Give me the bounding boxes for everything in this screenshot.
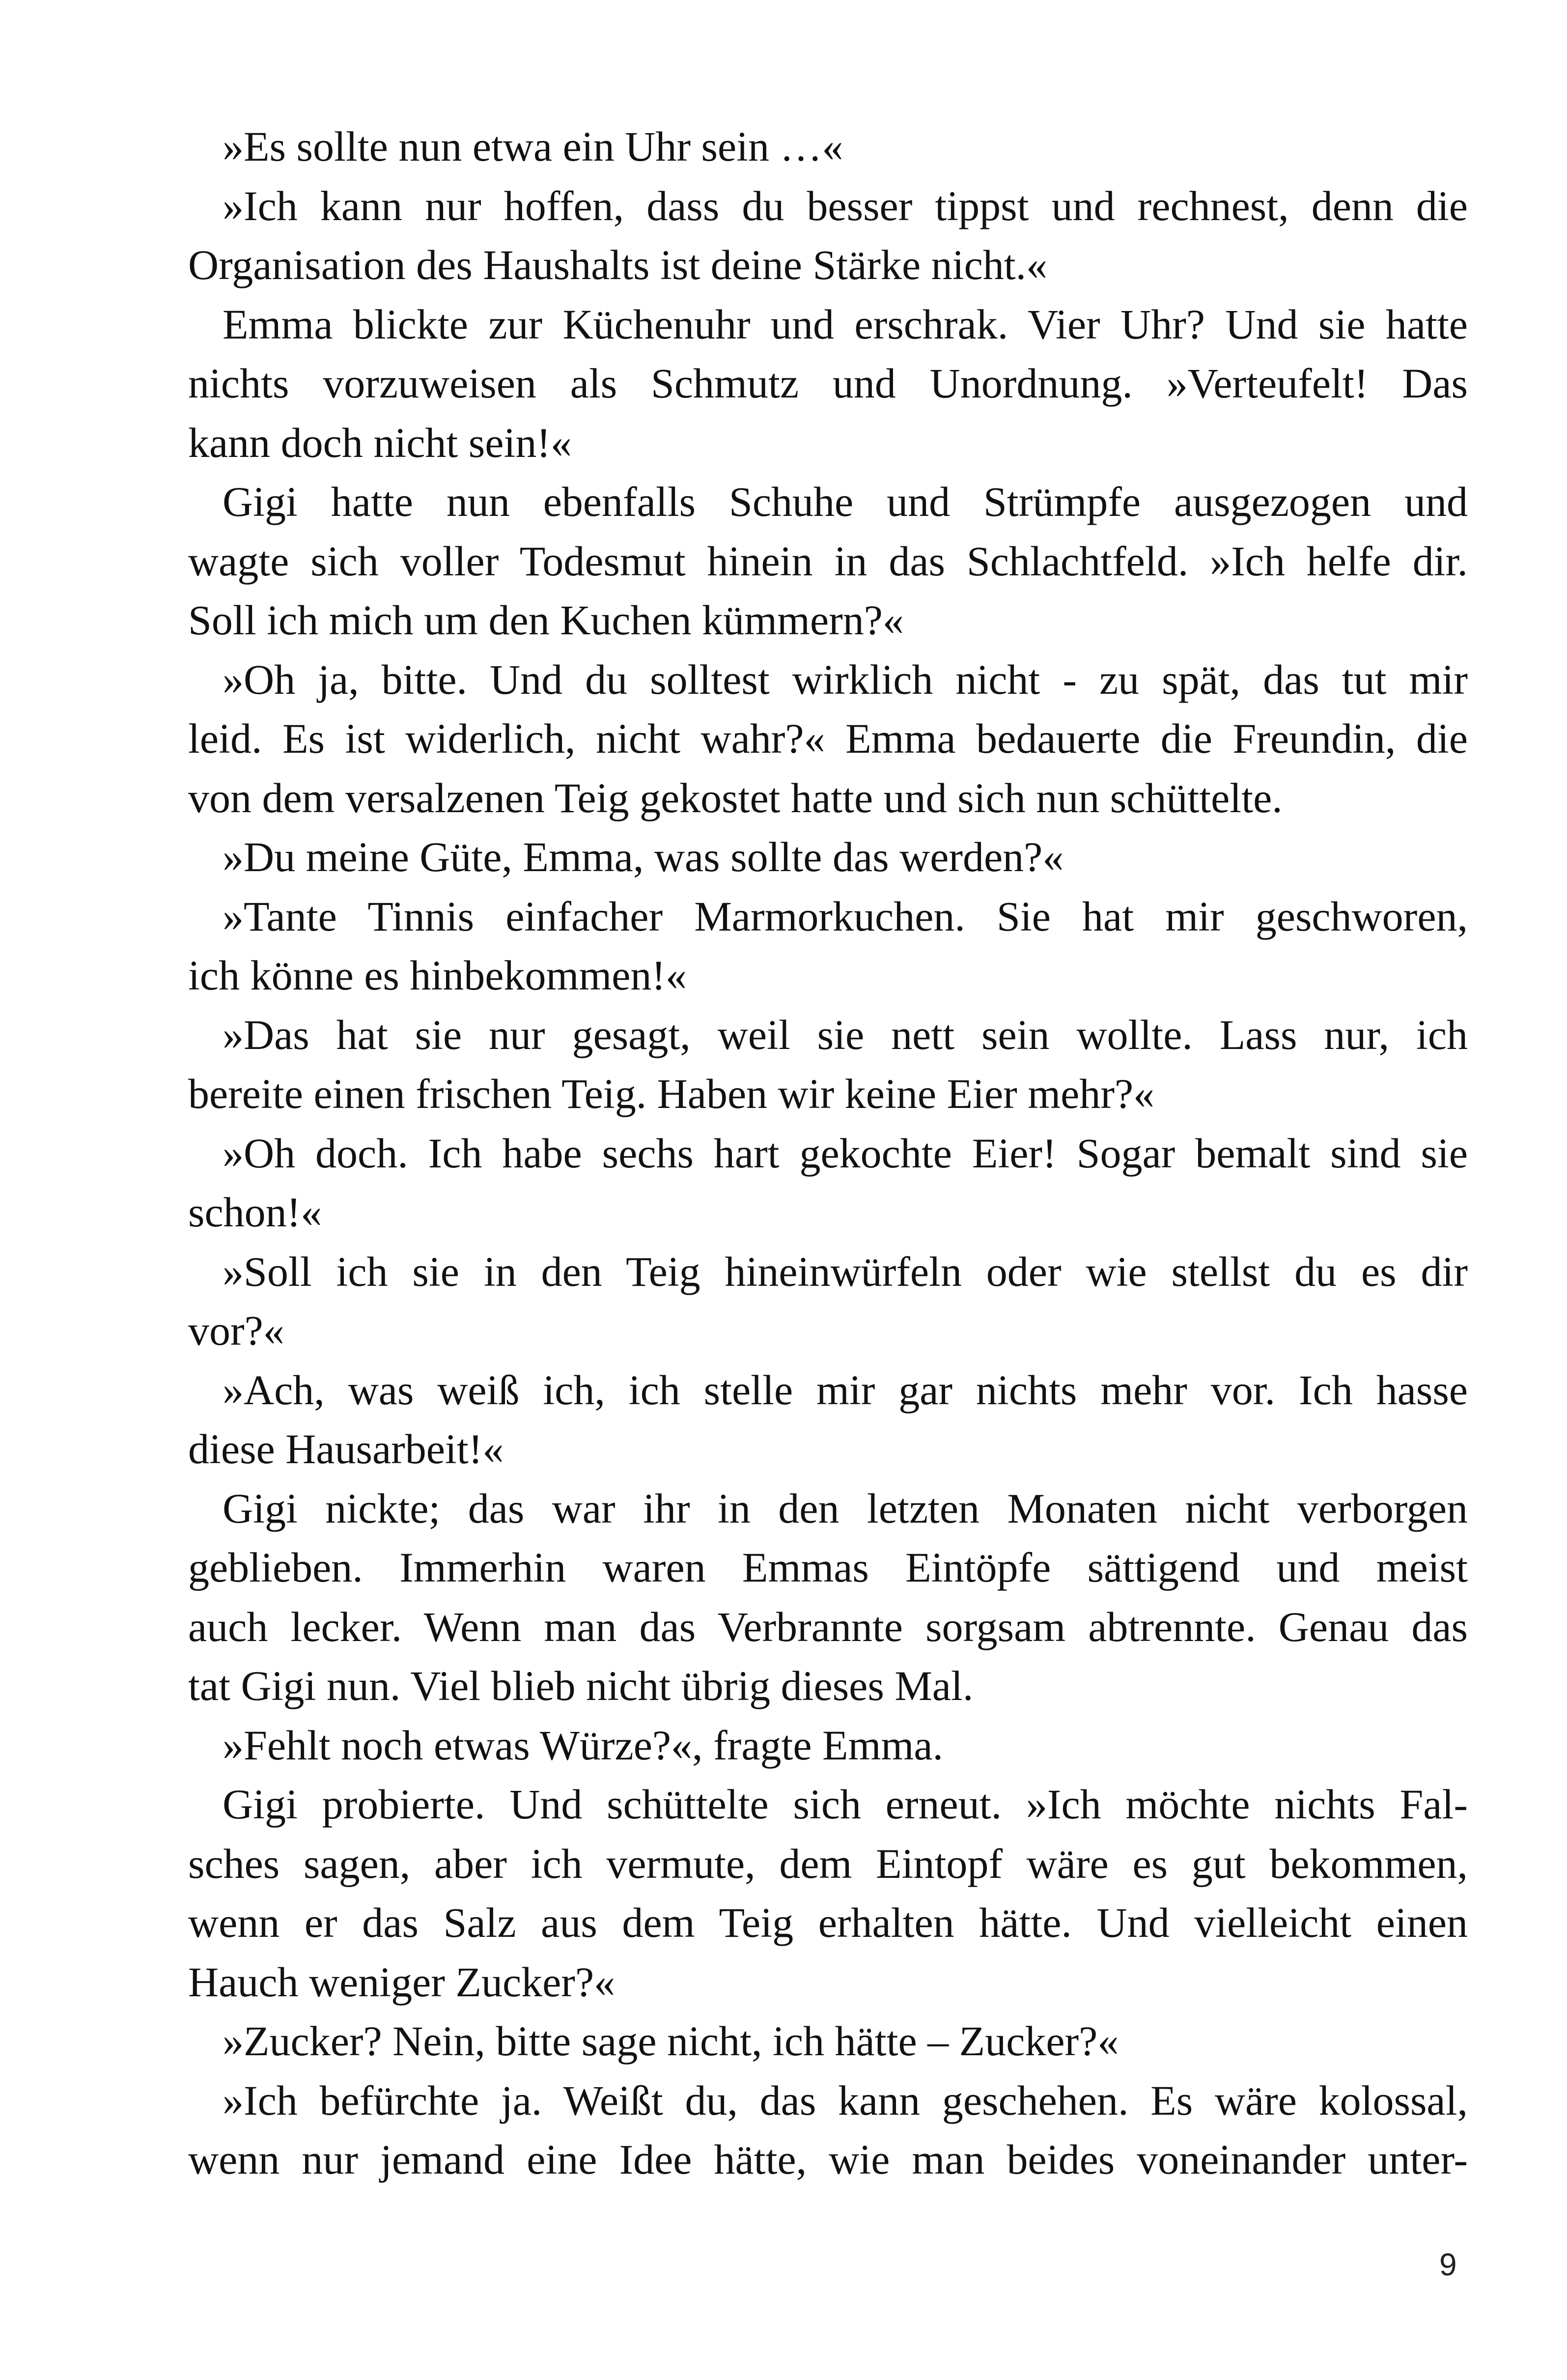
body-text [188, 117, 1468, 2189]
text-line: wagte sich voller Todesmut hinein in das Schlachtfeld. »Ich helfe dir. [188, 537, 1468, 585]
text-line: »Ich befürchte ja. Weißt du, das kann geschehen. Es wäre kolossal, [223, 2076, 1468, 2124]
text-line: Gigi nickte; das war ihr in den letzten Monaten nicht verborgen [223, 1484, 1468, 1532]
text-line: »Fehlt noch etwas Würze?«, fragte Emma. [223, 1721, 944, 1769]
text-line: Hauch weniger Zucker?« [188, 1958, 616, 2006]
text-line: auch lecker. Wenn man das Verbrannte sorgsam abtrennte. Genau das [188, 1603, 1468, 1650]
text-line: leid. Es ist widerlich, nicht wahr?« Emma bedauerte die Freundin, die [188, 715, 1468, 762]
text-line: tat Gigi nun. Viel blieb nicht übrig dieses Mal. [188, 1662, 974, 1709]
text-line: Emma blickte zur Küchenuhr und erschrak. Vier Uhr? Und sie hatte [223, 300, 1468, 348]
text-line: »Tante Tinnis einfacher Marmorkuchen. Sie hat mir geschworen, [223, 892, 1468, 940]
text-line: Gigi hatte nun ebenfalls Schuhe und Strümpfe ausgezogen und [223, 478, 1468, 525]
text-line: »Du meine Güte, Emma, was sollte das werden?« [223, 833, 1064, 880]
text-line: »Zucker? Nein, bitte sage nicht, ich hätte – Zucker?« [223, 2017, 1119, 2065]
text-line: wenn nur jemand eine Idee hätte, wie man beides voneinander unter- [188, 2136, 1468, 2183]
text-line: Soll ich mich um den Kuchen kümmern?« [188, 596, 904, 644]
text-line: sches sagen, aber ich vermute, dem Eintopf wäre es gut bekommen, [188, 1840, 1468, 1887]
text-line: »Oh ja, bitte. Und du solltest wirklich nicht - zu spät, das tut mir [223, 655, 1468, 703]
text-line: »Ach, was weiß ich, ich stelle mir gar nichts mehr vor. Ich hasse [223, 1366, 1468, 1414]
text-line: nichts vorzuweisen als Schmutz und Unordnung. »Verteufelt! Das [188, 360, 1468, 407]
text-line: »Oh doch. Ich habe sechs hart gekochte Eier! Sogar bemalt sind sie [223, 1129, 1468, 1177]
page-number: 9 [1439, 2247, 1457, 2282]
text-line: ich könne es hinbekommen!« [188, 952, 687, 999]
text-line: »Ich kann nur hoffen, dass du besser tippst und rechnest, denn die [223, 182, 1468, 229]
text-line: kann doch nicht sein!« [188, 419, 572, 466]
text-line: »Es sollte nun etwa ein Uhr sein …« [223, 123, 843, 170]
text-line: »Das hat sie nur gesagt, weil sie nett sein wollte. Lass nur, ich [223, 1011, 1468, 1058]
text-line: »Soll ich sie in den Teig hineinwürfeln oder wie stellst du es dir [223, 1247, 1468, 1295]
text-line: bereite einen frischen Teig. Haben wir keine Eier mehr?« [188, 1070, 1155, 1117]
text-line: schon!« [188, 1189, 322, 1236]
text-line: wenn er das Salz aus dem Teig erhalten hätte. Und vielleicht einen [188, 1899, 1468, 1946]
text-line: von dem versalzenen Teig gekostet hatte und sich nun schüttelte. [188, 774, 1283, 822]
text-line: vor?« [188, 1307, 284, 1354]
text-line: geblieben. Immerhin waren Emmas Eintöpfe sättigend und meist [188, 1544, 1468, 1591]
text-line: Organisation des Haushalts ist deine Stärke nicht.« [188, 241, 1048, 288]
text-line: Gigi probierte. Und schüttelte sich erneut. »Ich möchte nichts Fal- [223, 1781, 1468, 1828]
text-line: diese Hausarbeit!« [188, 1425, 504, 1473]
